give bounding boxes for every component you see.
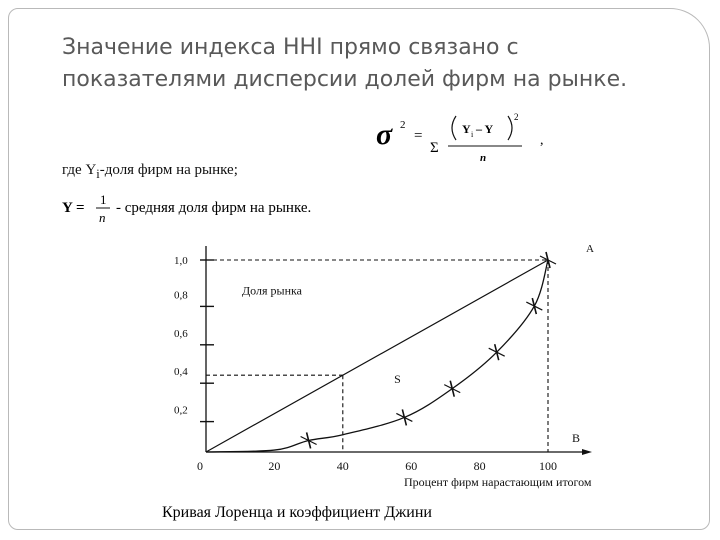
curve-marker — [495, 344, 499, 360]
curve-marker — [450, 381, 454, 397]
title-line-1: Значение индекса HHI прямо связано с — [62, 35, 519, 60]
formula-numerator-sub: i — [471, 130, 474, 139]
x-tick-label: 60 — [405, 459, 418, 473]
annotation-market-share: Доля рынка — [242, 283, 302, 298]
y-tick-label: 0,4 — [174, 366, 188, 379]
annotation-point-a: A — [586, 243, 594, 255]
variance-formula — [370, 108, 570, 168]
y-tick-label: 0,8 — [174, 289, 188, 302]
y-tick-label: 0,6 — [174, 327, 188, 340]
formula-denominator: n — [480, 152, 487, 164]
formula-paren-left — [452, 116, 456, 140]
formula-exp: 2 — [514, 112, 519, 122]
note-mean-definition — [62, 192, 402, 232]
slide-title — [62, 32, 682, 96]
formula-minus-mean: – Y — [476, 122, 494, 136]
annotation-area-s: S — [394, 371, 401, 386]
x-tick-label: 80 — [473, 459, 486, 473]
y-tick-label: 0,2 — [174, 404, 188, 417]
title-line-2: показателями дисперсии долей фирм на рынке. — [62, 67, 628, 92]
formula-numerator: Y — [462, 122, 471, 136]
figure-caption: Кривая Лоренца и коэффициент Джини — [158, 500, 522, 526]
x-axis-arrow — [582, 449, 592, 455]
curve-marker — [532, 298, 536, 314]
lorenz-chart — [160, 240, 700, 500]
formula-paren-right — [508, 116, 512, 140]
lorenz-chart-svg — [160, 240, 700, 500]
mean-y-label: Y = — [62, 200, 85, 216]
annotation-point-b: B — [572, 431, 581, 445]
x-tick-label: 0 — [197, 459, 203, 473]
mean-text: - средняя доля фирм на рынке. — [116, 200, 312, 216]
x-tick-label: 20 — [268, 459, 281, 473]
formula-sum: Σ — [430, 140, 439, 156]
formula-sigma-exp: 2 — [400, 119, 406, 131]
mean-numerator: 1 — [100, 192, 107, 207]
y-tick-label: 1,0 — [174, 255, 188, 267]
x-tick-label: 40 — [336, 459, 349, 473]
note-share-definition: где $Y_i$-доля фирм на рынке; — [62, 162, 238, 181]
x-axis-label: Процент фирм нарастающим итогом — [404, 475, 592, 489]
formula-comma: , — [540, 133, 544, 148]
x-tick-label: 100 — [539, 459, 557, 473]
formula-equals: = — [414, 128, 423, 144]
mean-denominator: n — [99, 210, 106, 225]
formula-sigma: σ — [376, 118, 393, 151]
